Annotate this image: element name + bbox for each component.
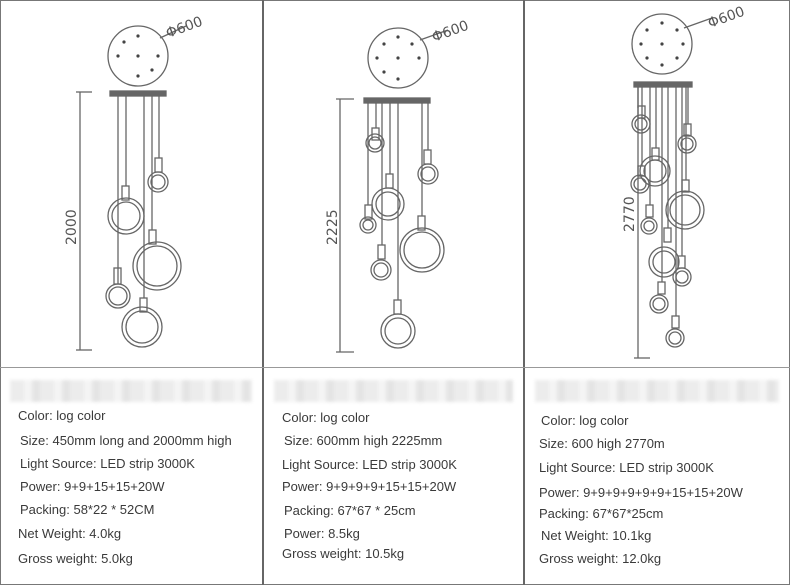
chandelier-diagram-1 [0,0,262,367]
spec-light-source: Light Source: LED strip 3000K [20,456,195,471]
drawing-model-3 [526,0,790,367]
diameter-label-2: Φ600 [429,17,471,46]
spec-light-source: Light Source: LED strip 3000K [539,460,714,475]
specs-model-3 [525,368,789,585]
drawing-model-2 [264,0,524,367]
drawing-model-1 [0,0,262,367]
specs-model-2 [264,368,523,585]
chandelier-diagram-2 [264,0,524,367]
diameter-label-1: Φ600 [163,13,205,42]
spec-color: Color: log color [18,408,106,423]
spec-power: Power: 9+9+15+15+20W [20,479,165,494]
spec-color: Color: log color [282,410,370,425]
height-label-3: 2770 [622,196,638,232]
spec-net-weight: Power: 8.5kg [284,526,360,541]
spec-net-weight: Net Weight: 4.0kg [18,526,122,541]
diameter-label-3: Φ600 [705,3,747,32]
spec-packing: Packing: 58*22 * 52CM [20,502,155,517]
spec-gross-weight: Gross weight: 12.0kg [539,551,662,566]
spec-gross-weight: Gross weight: 5.0kg [18,551,133,566]
watermark-strip [274,380,513,402]
spec-size: Size: 600mm high 2225mm [284,433,443,448]
spec-size: Size: 450mm long and 2000mm high [20,433,232,448]
watermark-strip [535,380,779,402]
height-label-2: 2225 [325,209,341,245]
spec-packing: Packing: 67*67 * 25cm [284,503,416,518]
height-label-1: 2000 [64,209,80,245]
specs-model-1 [0,368,262,585]
spec-net-weight: Net Weight: 10.1kg [541,528,652,543]
spec-size: Size: 600 high 2770m [539,436,665,451]
spec-power: Power: 9+9+9+9+9+9+15+15+20W [539,485,743,500]
spec-light-source: Light Source: LED strip 3000K [282,457,457,472]
spec-color: Color: log color [541,413,629,428]
watermark-strip [10,380,252,402]
spec-packing: Packing: 67*67*25cm [539,506,664,521]
chandelier-diagram-3 [526,0,790,367]
spec-gross-weight: Gross weight: 10.5kg [282,546,405,561]
spec-power: Power: 9+9+9+9+15+15+20W [282,479,457,494]
